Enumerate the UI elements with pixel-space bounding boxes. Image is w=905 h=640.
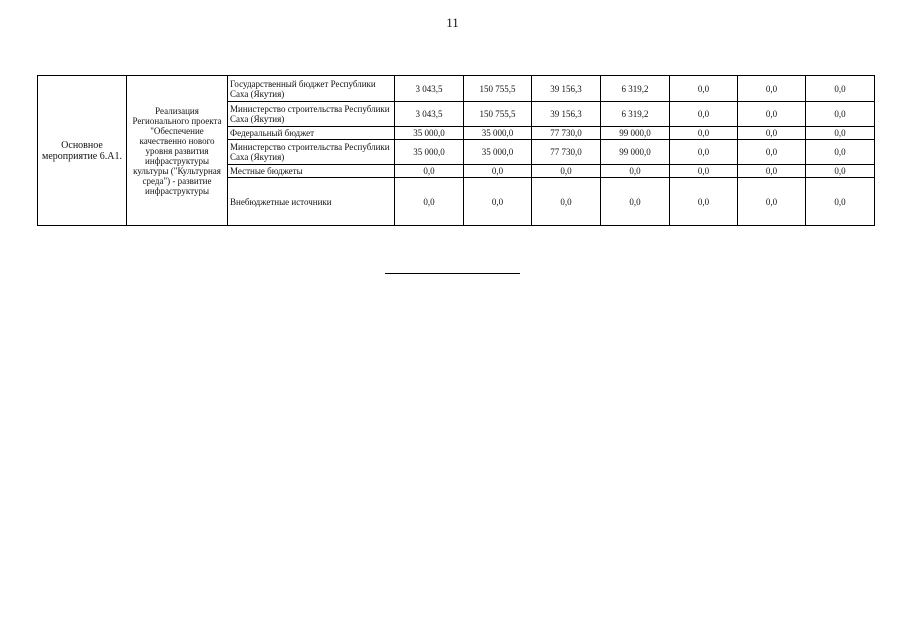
value-cell: 0,0 — [806, 178, 875, 226]
footer-divider — [385, 273, 520, 274]
value-cell: 0,0 — [738, 102, 806, 127]
value-cell: 35 000,0 — [395, 140, 464, 165]
value-cell: 0,0 — [806, 102, 875, 127]
value-cell: 0,0 — [670, 165, 738, 178]
value-cell: 0,0 — [601, 178, 670, 226]
source-cell: Внебюджетные источники — [228, 178, 395, 226]
value-cell: 6 319,2 — [601, 76, 670, 102]
page-number: 11 — [446, 15, 459, 30]
value-cell: 6 319,2 — [601, 102, 670, 127]
value-cell: 0,0 — [738, 140, 806, 165]
value-cell: 0,0 — [738, 165, 806, 178]
value-cell: 0,0 — [532, 165, 601, 178]
value-cell: 0,0 — [670, 178, 738, 226]
source-cell: Министерство строительства Республики Саха (Якутия) — [228, 102, 395, 127]
value-cell: 0,0 — [738, 178, 806, 226]
budget-table — [37, 75, 875, 226]
value-cell: 0,0 — [806, 140, 875, 165]
value-cell: 39 156,3 — [532, 76, 601, 102]
value-cell: 150 755,5 — [464, 102, 532, 127]
value-cell: 0,0 — [532, 178, 601, 226]
event-cell: Основное мероприятие 6.А1. — [38, 76, 127, 226]
value-cell: 3 043,5 — [395, 102, 464, 127]
value-cell: 0,0 — [670, 102, 738, 127]
value-cell: 0,0 — [670, 127, 738, 140]
source-cell: Местные бюджеты — [228, 165, 395, 178]
value-cell: 35 000,0 — [395, 127, 464, 140]
value-cell: 0,0 — [670, 140, 738, 165]
value-cell: 0,0 — [806, 127, 875, 140]
value-cell: 0,0 — [738, 127, 806, 140]
value-cell: 0,0 — [738, 76, 806, 102]
value-cell: 77 730,0 — [532, 127, 601, 140]
value-cell: 35 000,0 — [464, 140, 532, 165]
value-cell: 0,0 — [395, 178, 464, 226]
source-cell: Министерство строительства Республики Саха (Якутия) — [228, 140, 395, 165]
value-cell: 3 043,5 — [395, 76, 464, 102]
value-cell: 35 000,0 — [464, 127, 532, 140]
table-row — [38, 76, 875, 102]
project-cell: Реализация Регионального проекта "Обеспечение качественно нового уровня развития инфраструктуры культуры ("Культурная среда") - развитие инфраструктуры — [127, 76, 228, 226]
value-cell: 0,0 — [670, 76, 738, 102]
value-cell: 0,0 — [464, 178, 532, 226]
value-cell: 99 000,0 — [601, 127, 670, 140]
source-cell: Государственный бюджет Республики Саха (Якутия) — [228, 76, 395, 102]
value-cell: 150 755,5 — [464, 76, 532, 102]
value-cell: 77 730,0 — [532, 140, 601, 165]
source-cell: Федеральный бюджет — [228, 127, 395, 140]
value-cell: 0,0 — [395, 165, 464, 178]
value-cell: 99 000,0 — [601, 140, 670, 165]
value-cell: 0,0 — [806, 165, 875, 178]
value-cell: 39 156,3 — [532, 102, 601, 127]
value-cell: 0,0 — [601, 165, 670, 178]
value-cell: 0,0 — [806, 76, 875, 102]
value-cell: 0,0 — [464, 165, 532, 178]
